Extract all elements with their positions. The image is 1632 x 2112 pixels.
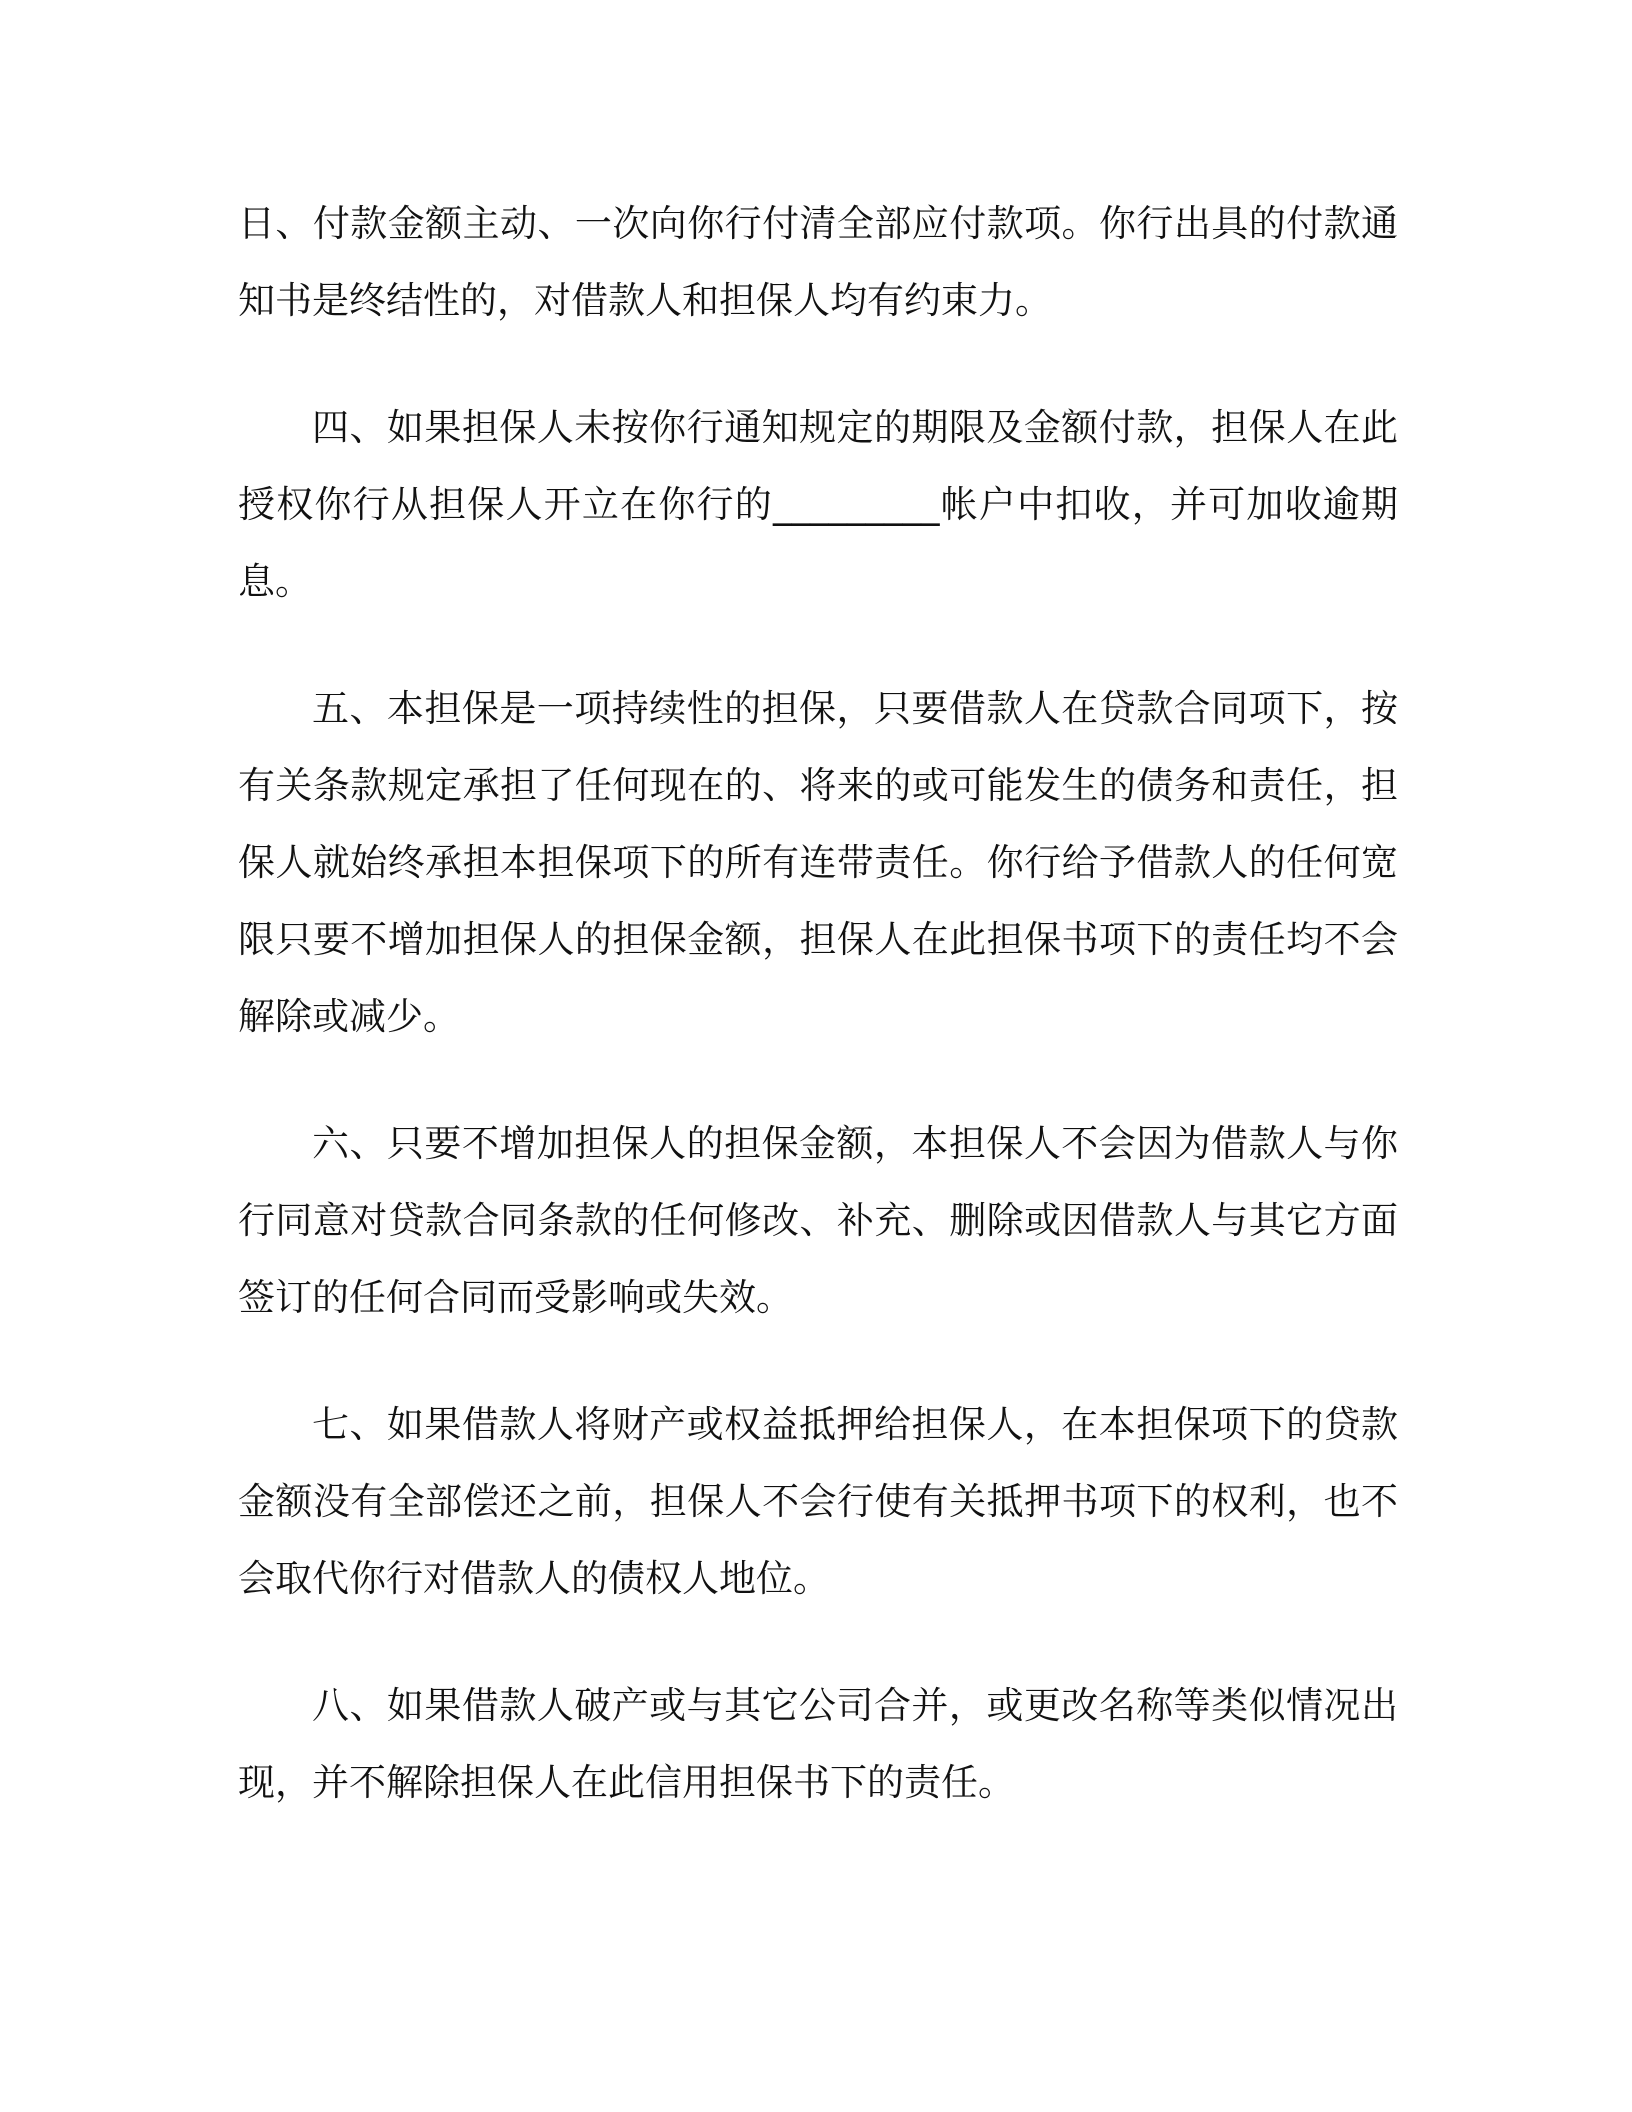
clause-4: 四、如果担保人未按你行通知规定的期限及金额付款，担保人在此授权你行从担保人开立在你行的_________帐户中扣收，并可加收逾期息。 — [238, 406, 1398, 603]
clause-5: 五、本担保是一项持续性的担保，只要借款人在贷款合同项下，按有关条款规定承担了任何现在的、将来的或可能发生的债务和责任，担保人就始终承担本担保项下的所有连带责任。你行给予借款人的任何宽限只要不增加担保人的担保金额，担保人在此担保书项下的责任均不会解除或减少。 — [238, 687, 1398, 1038]
clause-7: 七、如果借款人将财产或权益抵押给担保人，在本担保项下的贷款金额没有全部偿还之前，担保人不会行使有关抵押书项下的权利，也不会取代你行对借款人的债权人地位。 — [238, 1403, 1398, 1600]
paragraph-continued: 日、付款金额主动、一次向你行付清全部应付款项。你行出具的付款通知书是终结性的，对借款人和担保人均有约束力。 — [238, 202, 1398, 322]
document-body — [238, 185, 1398, 1871]
clause-6: 六、只要不增加担保人的担保金额，本担保人不会因为借款人与你行同意对贷款合同条款的任何修改、补充、删除或因借款人与其它方面签订的任何合同而受影响或失效。 — [238, 1122, 1398, 1319]
clause-8: 八、如果借款人破产或与其它公司合并，或更改名称等类似情况出现，并不解除担保人在此信用担保书下的责任。 — [238, 1684, 1398, 1804]
